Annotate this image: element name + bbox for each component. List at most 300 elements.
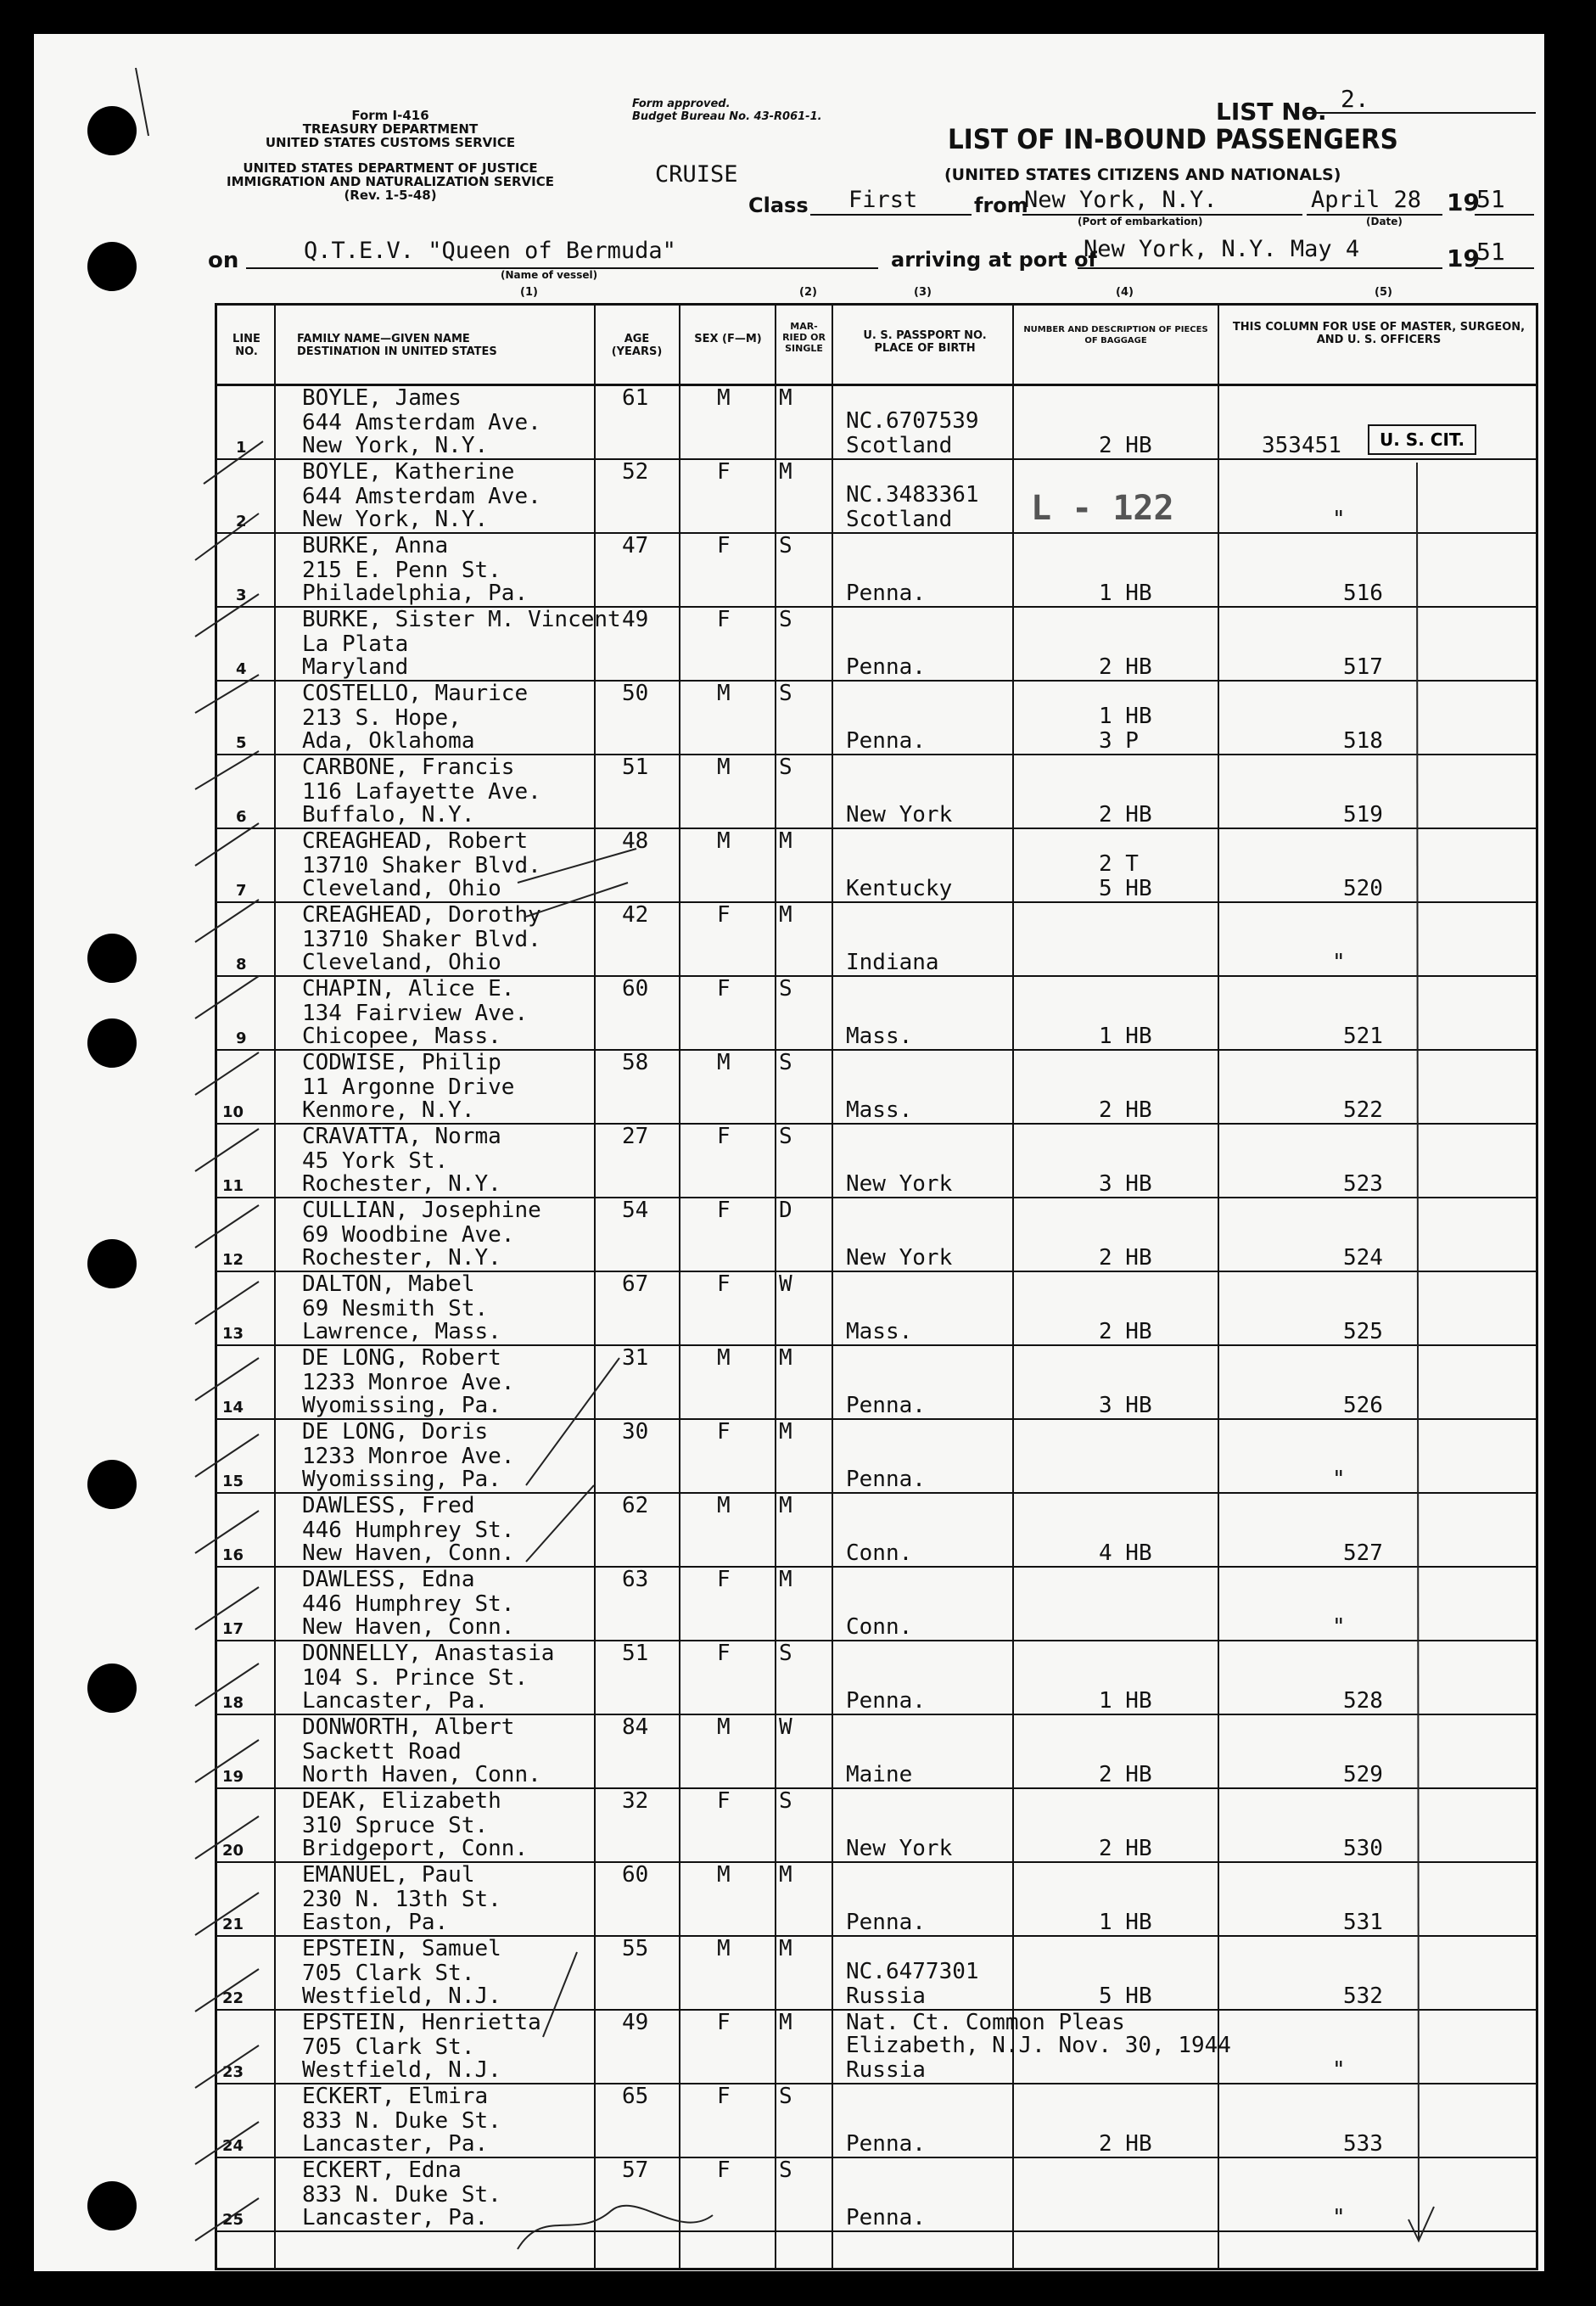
line-number: 4 bbox=[236, 660, 247, 678]
address-line-2: Maryland bbox=[302, 654, 409, 680]
place-of-birth: Penna. bbox=[846, 2131, 926, 2157]
address-line-2: Buffalo, N.Y. bbox=[302, 802, 475, 828]
baggage-line-2: 2 HB bbox=[1099, 1097, 1152, 1123]
address-line-2: Ada, Oklahoma bbox=[302, 728, 475, 754]
line-number: 21 bbox=[222, 1916, 244, 1933]
line-number: 22 bbox=[222, 1989, 244, 2007]
marital-status: S bbox=[779, 1050, 792, 1075]
age: 50 bbox=[622, 681, 649, 706]
address-line-1: La Plata bbox=[302, 631, 409, 657]
baggage-line-2: 2 HB bbox=[1099, 802, 1152, 828]
binder-hole bbox=[87, 106, 137, 155]
revision: (Rev. 1-5-48) bbox=[344, 188, 437, 203]
form-number: Form I-416 bbox=[351, 108, 429, 123]
age: 48 bbox=[622, 828, 649, 854]
sex: F bbox=[717, 1198, 731, 1223]
age: 84 bbox=[622, 1714, 649, 1740]
marital-status: W bbox=[779, 1271, 792, 1297]
marital-status: S bbox=[779, 1641, 792, 1666]
baggage-line-2: 1 HB bbox=[1099, 1024, 1152, 1049]
ins-service: IMMIGRATION AND NATURALIZATION SERVICE bbox=[227, 174, 554, 189]
place-of-birth: Penna. bbox=[846, 1467, 926, 1492]
address-line-1: 134 Fairview Ave. bbox=[302, 1001, 529, 1026]
line-number: 20 bbox=[222, 1842, 244, 1860]
vessel-value: Q.T.E.V. "Queen of Bermuda" bbox=[304, 238, 676, 264]
passport-number: NC.3483361 bbox=[846, 482, 979, 508]
date-caption: (Date) bbox=[1366, 216, 1403, 227]
address-line-2: Lancaster, Pa. bbox=[302, 1688, 489, 1714]
baggage-line-2: 2 HB bbox=[1099, 433, 1152, 458]
address-line-1: 1233 Monroe Ave. bbox=[302, 1444, 515, 1469]
passport-number: NC.6477301 bbox=[846, 1959, 979, 1984]
sex: F bbox=[717, 1641, 731, 1666]
binder-hole bbox=[87, 1239, 137, 1288]
line-number: 8 bbox=[236, 956, 247, 973]
baggage-line-2: 2 HB bbox=[1099, 1762, 1152, 1787]
col-number-4: (4) bbox=[1116, 286, 1134, 299]
officer-number: 520 bbox=[1343, 876, 1383, 901]
sex: F bbox=[717, 533, 731, 558]
document-subtitle: (UNITED STATES CITIZENS AND NATIONALS) bbox=[944, 166, 1341, 184]
sex: M bbox=[717, 1050, 731, 1075]
naturalization-place: Elizabeth, N.J. Nov. 30, 1944 bbox=[846, 2033, 1231, 2058]
baggage-line-2: 3 HB bbox=[1099, 1393, 1152, 1418]
binder-hole bbox=[87, 1664, 137, 1713]
baggage-line-1: 1 HB bbox=[1099, 704, 1152, 729]
header-line-no: LINE NO. bbox=[232, 333, 260, 358]
sex: F bbox=[717, 459, 731, 485]
sex: F bbox=[717, 1124, 731, 1149]
line-number: 25 bbox=[222, 2211, 244, 2229]
us-citizen-stamp: U. S. CIT. bbox=[1368, 424, 1476, 455]
marital-status: M bbox=[779, 1862, 792, 1888]
address-line-2: Cleveland, Ohio bbox=[302, 950, 501, 975]
passport-number: NC.6707539 bbox=[846, 408, 979, 434]
passenger-name: DEAK, Elizabeth bbox=[302, 1788, 501, 1814]
line-number: 1 bbox=[236, 439, 247, 457]
place-of-birth: Penna. bbox=[846, 581, 926, 606]
binder-hole bbox=[87, 242, 137, 291]
sex: F bbox=[717, 1271, 731, 1297]
form-approved: Form approved. bbox=[632, 98, 731, 110]
sex: M bbox=[717, 828, 731, 854]
binder-hole bbox=[87, 934, 137, 983]
age: 51 bbox=[622, 1641, 649, 1666]
marital-status: S bbox=[779, 2157, 792, 2183]
baggage-line-2: 1 HB bbox=[1099, 581, 1152, 606]
officer-number: " bbox=[1332, 507, 1346, 532]
address-line-1: 446 Humphrey St. bbox=[302, 1518, 515, 1543]
passenger-name: DAWLESS, Fred bbox=[302, 1493, 475, 1518]
address-line-2: Easton, Pa. bbox=[302, 1910, 449, 1935]
passenger-name: CHAPIN, Alice E. bbox=[302, 976, 515, 1002]
col-number-3: (3) bbox=[914, 286, 932, 299]
passenger-name: EPSTEIN, Samuel bbox=[302, 1936, 501, 1961]
cruise-label: CRUISE bbox=[655, 161, 738, 188]
class-label: Class bbox=[748, 194, 809, 217]
sex: F bbox=[717, 902, 731, 928]
marital-status: M bbox=[779, 459, 792, 485]
col-number-1: (1) bbox=[520, 286, 538, 299]
place-of-birth: Penna. bbox=[846, 1910, 926, 1935]
line-number: 13 bbox=[222, 1325, 244, 1343]
officer-number: " bbox=[1332, 950, 1346, 975]
passenger-name: DALTON, Mabel bbox=[302, 1271, 475, 1297]
address-line-1: 1233 Monroe Ave. bbox=[302, 1370, 515, 1395]
address-line-1: 11 Argonne Drive bbox=[302, 1074, 515, 1100]
address-line-1: 833 N. Duke St. bbox=[302, 2108, 501, 2134]
address-line-2: Kenmore, N.Y. bbox=[302, 1097, 475, 1123]
sex: M bbox=[717, 1862, 731, 1888]
passenger-name: DE LONG, Doris bbox=[302, 1419, 489, 1445]
line-number: 6 bbox=[236, 808, 247, 826]
address-line-2: Westfield, N.J. bbox=[302, 2057, 501, 2083]
passenger-name: EMANUEL, Paul bbox=[302, 1862, 475, 1888]
sex: M bbox=[717, 1345, 731, 1371]
from-caption: (Port of embarkation) bbox=[1078, 216, 1203, 227]
justice-block bbox=[212, 161, 568, 202]
sex: M bbox=[717, 755, 731, 780]
date-value: April 28 bbox=[1311, 187, 1422, 213]
address-line-2: New Haven, Conn. bbox=[302, 1540, 515, 1566]
place-of-birth: New York bbox=[846, 1245, 953, 1271]
col-number-2: (2) bbox=[799, 286, 817, 299]
place-of-birth: Penna. bbox=[846, 728, 926, 754]
header-officers: THIS COLUMN FOR USE OF MASTER, SURGEON, AND U. S. OFFICERS bbox=[1232, 321, 1526, 346]
age: 49 bbox=[622, 2010, 649, 2035]
place-of-birth: Conn. bbox=[846, 1540, 913, 1566]
officer-number: 353451 bbox=[1262, 433, 1341, 458]
address-line-2: North Haven, Conn. bbox=[302, 1762, 541, 1787]
line-number: 12 bbox=[222, 1251, 244, 1269]
arrival-value: New York, N.Y. May 4 bbox=[1084, 236, 1360, 262]
class-value: First bbox=[848, 187, 918, 213]
sex: F bbox=[717, 2084, 731, 2109]
marital-status: M bbox=[779, 385, 792, 411]
age: 49 bbox=[622, 607, 649, 632]
arrival-year-value: 51 bbox=[1476, 238, 1505, 266]
passenger-name: BURKE, Sister M. Vincent bbox=[302, 607, 621, 632]
line-number: 10 bbox=[222, 1103, 244, 1121]
baggage-line-2: 3 P bbox=[1099, 728, 1139, 754]
place-of-birth: Penna. bbox=[846, 1393, 926, 1418]
marital-status: W bbox=[779, 1714, 792, 1740]
place-of-birth: Mass. bbox=[846, 1097, 913, 1123]
officer-number: 517 bbox=[1343, 654, 1383, 680]
header-age: AGE (YEARS) bbox=[611, 333, 663, 358]
address-line-1: 116 Lafayette Ave. bbox=[302, 779, 541, 805]
officer-number: 531 bbox=[1343, 1910, 1383, 1935]
passenger-name: DONWORTH, Albert bbox=[302, 1714, 515, 1740]
list-no-label: LIST No. bbox=[1216, 98, 1327, 126]
age: 51 bbox=[622, 755, 649, 780]
passenger-name: BOYLE, Katherine bbox=[302, 459, 515, 485]
address-line-1: 644 Amsterdam Ave. bbox=[302, 410, 541, 435]
age: 63 bbox=[622, 1567, 649, 1592]
address-line-2: Wyomissing, Pa. bbox=[302, 1393, 501, 1418]
passenger-name: ECKERT, Elmira bbox=[302, 2084, 489, 2109]
address-line-1: 446 Humphrey St. bbox=[302, 1591, 515, 1617]
sex: F bbox=[717, 2157, 731, 2183]
place-of-birth: Kentucky bbox=[846, 876, 953, 901]
age: 67 bbox=[622, 1271, 649, 1297]
marital-status: M bbox=[779, 1567, 792, 1592]
line-number: 23 bbox=[222, 2063, 244, 2081]
line-number: 11 bbox=[222, 1177, 244, 1195]
officer-number: " bbox=[1332, 2057, 1346, 2083]
marital-status: M bbox=[779, 1936, 792, 1961]
age: 62 bbox=[622, 1493, 649, 1518]
address-line-1: 45 York St. bbox=[302, 1148, 449, 1174]
year-value: 51 bbox=[1476, 185, 1505, 213]
officer-number: 516 bbox=[1343, 581, 1383, 606]
binder-hole bbox=[87, 2181, 137, 2230]
officer-number: 522 bbox=[1343, 1097, 1383, 1123]
passenger-name: BURKE, Anna bbox=[302, 533, 449, 558]
officer-number: 528 bbox=[1343, 1688, 1383, 1714]
budget-bureau: Budget Bureau No. 43-R061-1. bbox=[632, 110, 822, 123]
baggage-line-2: 2 HB bbox=[1099, 2131, 1152, 2157]
address-line-2: New York, N.Y. bbox=[302, 507, 489, 532]
marital-status: M bbox=[779, 902, 792, 928]
sex: M bbox=[717, 385, 731, 411]
address-line-2: Lawrence, Mass. bbox=[302, 1319, 501, 1344]
sex: M bbox=[717, 1936, 731, 1961]
place-of-birth: Russia bbox=[846, 1983, 926, 2009]
passport-number: Nat. Ct. Common Pleas bbox=[846, 2010, 1125, 2035]
address-line-1: Sackett Road bbox=[302, 1739, 462, 1765]
baggage-line-2: 3 HB bbox=[1099, 1171, 1152, 1197]
place-of-birth: Mass. bbox=[846, 1024, 913, 1049]
passenger-name: DONNELLY, Anastasia bbox=[302, 1641, 555, 1666]
header-name: FAMILY NAME—GIVEN NAME DESTINATION IN UNITED STATES bbox=[297, 333, 497, 358]
passenger-name: DE LONG, Robert bbox=[302, 1345, 501, 1371]
line-number: 5 bbox=[236, 734, 247, 752]
baggage-line-2: 1 HB bbox=[1099, 1688, 1152, 1714]
header-sex: SEX (F—M) bbox=[694, 333, 762, 345]
header-passport: U. S. PASSPORT NO. PLACE OF BIRTH bbox=[863, 329, 987, 355]
baggage-line-2: 5 HB bbox=[1099, 1983, 1152, 2009]
passenger-name: EPSTEIN, Henrietta bbox=[302, 2010, 541, 2035]
baggage-line-2: 2 HB bbox=[1099, 1836, 1152, 1861]
sex: F bbox=[717, 607, 731, 632]
handwritten-122: L - 122 bbox=[1031, 489, 1174, 528]
age: 47 bbox=[622, 533, 649, 558]
officer-number: 533 bbox=[1343, 2131, 1383, 2157]
line-number: 16 bbox=[222, 1546, 244, 1564]
sex: M bbox=[717, 681, 731, 706]
passenger-name: CREAGHEAD, Dorothy bbox=[302, 902, 541, 928]
officer-number: 529 bbox=[1343, 1762, 1383, 1787]
marital-status: M bbox=[779, 1493, 792, 1518]
sex: F bbox=[717, 2010, 731, 2035]
vessel-caption: (Name of vessel) bbox=[501, 269, 598, 281]
officer-number: 519 bbox=[1343, 802, 1383, 828]
marital-status: M bbox=[779, 2010, 792, 2035]
col-number-5: (5) bbox=[1375, 286, 1392, 299]
address-line-2: Chicopee, Mass. bbox=[302, 1024, 501, 1049]
address-line-1: 104 S. Prince St. bbox=[302, 1665, 529, 1691]
passenger-name: CRAVATTA, Norma bbox=[302, 1124, 501, 1149]
from-value: New York, N.Y. bbox=[1024, 187, 1218, 213]
address-line-2: Rochester, N.Y. bbox=[302, 1245, 501, 1271]
age: 57 bbox=[622, 2157, 649, 2183]
arrival-year-underline bbox=[1475, 267, 1534, 269]
address-line-1: 215 E. Penn St. bbox=[302, 558, 501, 583]
marital-status: S bbox=[779, 976, 792, 1002]
address-line-1: 13710 Shaker Blvd. bbox=[302, 853, 541, 878]
baggage-line-2: 1 HB bbox=[1099, 1910, 1152, 1935]
marital-status: M bbox=[779, 1345, 792, 1371]
arriving-label: arriving at port of bbox=[891, 248, 1097, 272]
baggage-line-2: 2 HB bbox=[1099, 1245, 1152, 1271]
place-of-birth: Penna. bbox=[846, 1688, 926, 1714]
place-of-birth: Scotland bbox=[846, 433, 953, 458]
baggage-line-2: 4 HB bbox=[1099, 1540, 1152, 1566]
address-line-1: 230 N. 13th St. bbox=[302, 1887, 501, 1912]
sex: F bbox=[717, 1788, 731, 1814]
address-line-2: Westfield, N.J. bbox=[302, 1983, 501, 2009]
place-of-birth: Conn. bbox=[846, 1614, 913, 1640]
document-title: LIST OF IN-BOUND PASSENGERS bbox=[948, 123, 1398, 155]
address-line-2: Lancaster, Pa. bbox=[302, 2205, 489, 2230]
officer-number: " bbox=[1332, 2205, 1346, 2230]
marital-status: M bbox=[779, 1419, 792, 1445]
line-number: 2 bbox=[236, 513, 247, 530]
passenger-name: CODWISE, Philip bbox=[302, 1050, 501, 1075]
place-of-birth: New York bbox=[846, 1171, 953, 1197]
list-no-underline bbox=[1307, 112, 1536, 114]
marital-status: S bbox=[779, 681, 792, 706]
customs-service: UNITED STATES CUSTOMS SERVICE bbox=[265, 135, 516, 150]
line-number: 24 bbox=[222, 2137, 244, 2155]
arrival-underline bbox=[1078, 267, 1442, 269]
passenger-name: ECKERT, Edna bbox=[302, 2157, 462, 2183]
sex: M bbox=[717, 1714, 731, 1740]
sex: F bbox=[717, 1567, 731, 1592]
justice-dept: UNITED STATES DEPARTMENT OF JUSTICE bbox=[243, 160, 538, 176]
marital-status: S bbox=[779, 607, 792, 632]
address-line-2: New York, N.Y. bbox=[302, 433, 489, 458]
place-of-birth: New York bbox=[846, 802, 953, 828]
officer-number: 527 bbox=[1343, 1540, 1383, 1566]
officer-number: 523 bbox=[1343, 1171, 1383, 1197]
age: 55 bbox=[622, 1936, 649, 1961]
year-underline bbox=[1475, 214, 1534, 216]
baggage-line-2: 2 HB bbox=[1099, 654, 1152, 680]
header-baggage: NUMBER AND DESCRIPTION OF PIECES OF BAGGAGE bbox=[1023, 325, 1208, 345]
line-number: 14 bbox=[222, 1399, 244, 1417]
passenger-name: COSTELLO, Maurice bbox=[302, 681, 529, 706]
year-prefix: 19 bbox=[1447, 188, 1480, 216]
age: 54 bbox=[622, 1198, 649, 1223]
line-number: 15 bbox=[222, 1473, 244, 1490]
baggage-line-2: 5 HB bbox=[1099, 876, 1152, 901]
age: 42 bbox=[622, 902, 649, 928]
passenger-name: CREAGHEAD, Robert bbox=[302, 828, 529, 854]
arrival-year-prefix: 19 bbox=[1447, 244, 1480, 272]
sex: M bbox=[717, 1493, 731, 1518]
address-line-1: 705 Clark St. bbox=[302, 2034, 475, 2060]
marital-status: M bbox=[779, 828, 792, 854]
place-of-birth: Maine bbox=[846, 1762, 913, 1787]
address-line-1: 833 N. Duke St. bbox=[302, 2182, 501, 2208]
age: 65 bbox=[622, 2084, 649, 2109]
officer-number: 530 bbox=[1343, 1836, 1383, 1861]
age: 60 bbox=[622, 1862, 649, 1888]
officer-number: 526 bbox=[1343, 1393, 1383, 1418]
approval-block bbox=[632, 98, 822, 123]
address-line-2: Philadelphia, Pa. bbox=[302, 581, 529, 606]
age: 32 bbox=[622, 1788, 649, 1814]
address-line-2: Bridgeport, Conn. bbox=[302, 1836, 529, 1861]
place-of-birth: Indiana bbox=[846, 950, 939, 975]
address-line-1: 69 Nesmith St. bbox=[302, 1296, 489, 1321]
line-number: 18 bbox=[222, 1694, 244, 1712]
line-number: 9 bbox=[236, 1030, 247, 1047]
age: 30 bbox=[622, 1419, 649, 1445]
officer-number: 518 bbox=[1343, 728, 1383, 754]
address-line-1: 310 Spruce St. bbox=[302, 1813, 489, 1838]
line-number: 7 bbox=[236, 882, 247, 900]
officer-number: 524 bbox=[1343, 1245, 1383, 1271]
address-line-1: 69 Woodbine Ave. bbox=[302, 1222, 515, 1248]
place-of-birth: New York bbox=[846, 1836, 953, 1861]
form-id-block bbox=[263, 109, 518, 149]
age: 58 bbox=[622, 1050, 649, 1075]
place-of-birth: Penna. bbox=[846, 654, 926, 680]
on-label: on bbox=[208, 248, 239, 273]
address-line-1: 644 Amsterdam Ave. bbox=[302, 484, 541, 509]
list-no-value: 2. bbox=[1341, 85, 1369, 113]
officer-number: " bbox=[1332, 1467, 1346, 1492]
marital-status: S bbox=[779, 2084, 792, 2109]
address-line-2: New Haven, Conn. bbox=[302, 1614, 515, 1640]
sex: F bbox=[717, 976, 731, 1002]
passenger-name: CULLIAN, Josephine bbox=[302, 1198, 541, 1223]
marital-status: D bbox=[779, 1198, 792, 1223]
class-underline bbox=[810, 214, 972, 216]
address-line-2: Rochester, N.Y. bbox=[302, 1171, 501, 1197]
sex: F bbox=[717, 1419, 731, 1445]
place-of-birth: Russia bbox=[846, 2057, 926, 2083]
address-line-2: Wyomissing, Pa. bbox=[302, 1467, 501, 1492]
address-line-1: 213 S. Hope, bbox=[302, 705, 462, 731]
age: 60 bbox=[622, 976, 649, 1002]
line-number: 3 bbox=[236, 586, 247, 604]
treasury-dept: TREASURY DEPARTMENT bbox=[302, 121, 479, 137]
line-number: 19 bbox=[222, 1768, 244, 1786]
marital-status: S bbox=[779, 755, 792, 780]
header-married: MAR-RIED OR SINGLE bbox=[782, 321, 826, 354]
address-line-2: Lancaster, Pa. bbox=[302, 2131, 489, 2157]
marital-status: S bbox=[779, 1124, 792, 1149]
age: 52 bbox=[622, 459, 649, 485]
age: 31 bbox=[622, 1345, 649, 1371]
address-line-2: Cleveland, Ohio bbox=[302, 876, 501, 901]
address-line-1: 13710 Shaker Blvd. bbox=[302, 927, 541, 952]
officer-number: " bbox=[1332, 1614, 1346, 1640]
passenger-name: BOYLE, James bbox=[302, 385, 462, 411]
officer-number: 532 bbox=[1343, 1983, 1383, 2009]
line-number: 17 bbox=[222, 1620, 244, 1638]
age: 61 bbox=[622, 385, 649, 411]
age: 27 bbox=[622, 1124, 649, 1149]
passenger-name: DAWLESS, Edna bbox=[302, 1567, 475, 1592]
officer-number: 521 bbox=[1343, 1024, 1383, 1049]
binder-hole bbox=[87, 1018, 137, 1068]
place-of-birth: Scotland bbox=[846, 507, 953, 532]
